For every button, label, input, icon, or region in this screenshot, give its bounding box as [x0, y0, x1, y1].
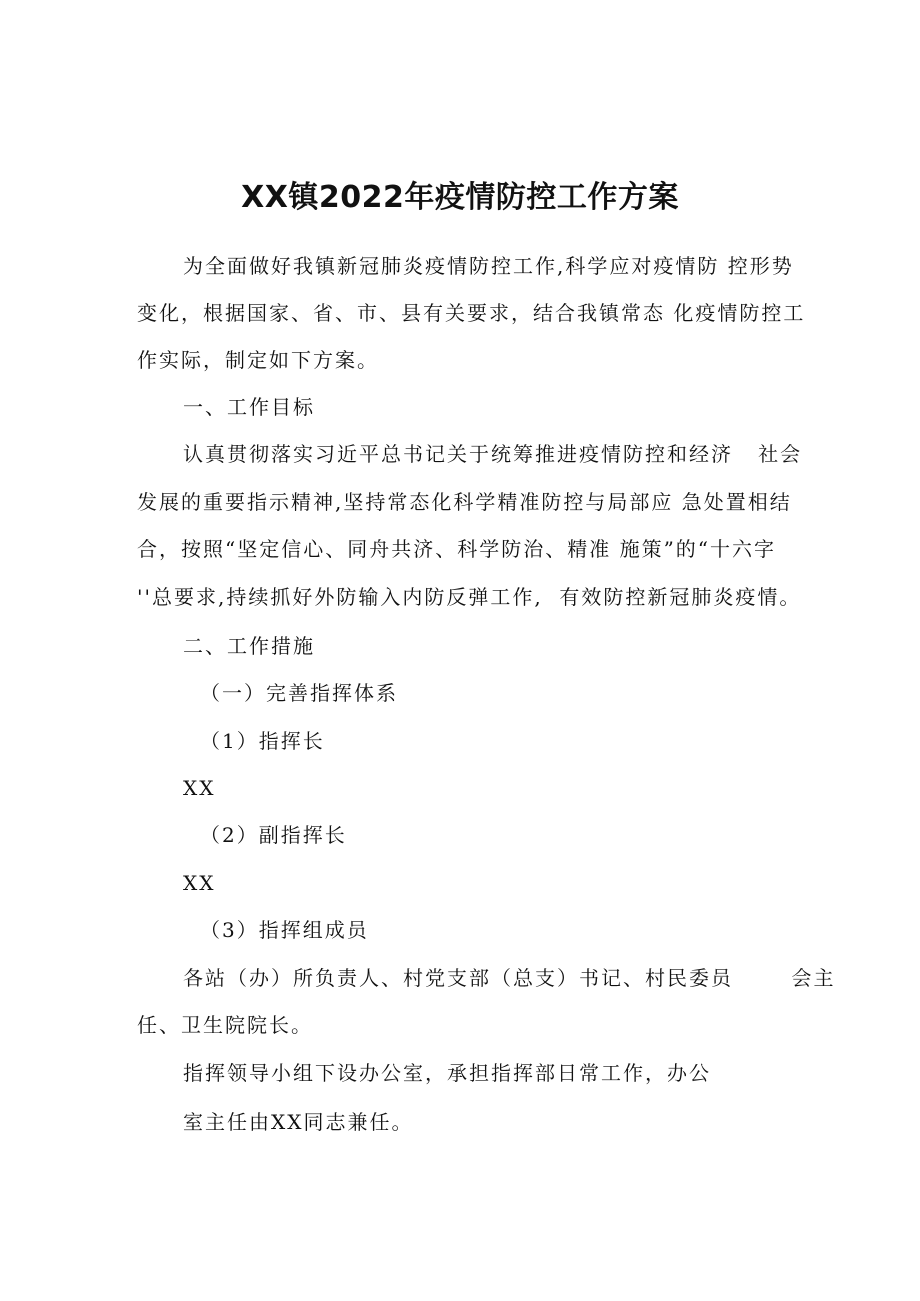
paragraph-line: 变化，根据国家、省、市、县有关要求，结合我镇常态 化疫情防控工 — [137, 301, 806, 325]
paragraph-line: 任、卫生院院长。 — [137, 1013, 313, 1037]
item-heading: （1）指挥长 — [200, 729, 325, 753]
item-heading: （3）指挥组成员 — [200, 918, 369, 942]
paragraph-line: 发展的重要指示精神,坚持常态化科学精准防控与局部应 急处置相结 — [137, 490, 792, 514]
document-title: XX镇2022年疫情防控工作方案 — [241, 180, 679, 215]
paragraph-line: 指挥领导小组下设办公室，承担指挥部日常工作，办公 — [183, 1061, 711, 1085]
paragraph-line: 作实际，制定如下方案。 — [137, 348, 379, 372]
paragraph-line: 为全面做好我镇新冠肺炎疫情防控工作,科学应对疫情防 控形势 — [183, 254, 794, 278]
item-value: XX — [183, 776, 216, 800]
paragraph-line: 室主任由XX同志兼任。 — [183, 1110, 414, 1134]
item-heading: （2）副指挥长 — [200, 823, 347, 847]
paragraph-line: 各站（办）所负责人、村党支部（总支）书记、村民委员 会主 — [183, 966, 836, 990]
subsection-heading: （一）完善指挥体系 — [200, 681, 398, 705]
item-value: XX — [183, 871, 216, 895]
paragraph-line: 认真贯彻落实习近平总书记关于统筹推进疫情防控和经济 社会 — [183, 442, 803, 466]
paragraph-line: ''总要求,持续抓好外防输入内防反弹工作, 有效防控新冠肺炎疫情。 — [137, 585, 802, 609]
section-heading: 一、工作目标 — [183, 395, 315, 419]
section-heading: 二、工作措施 — [183, 634, 315, 658]
paragraph-line: 合，按照“坚定信心、同舟共济、科学防治、精准 施策”的“十六字 — [137, 537, 777, 561]
